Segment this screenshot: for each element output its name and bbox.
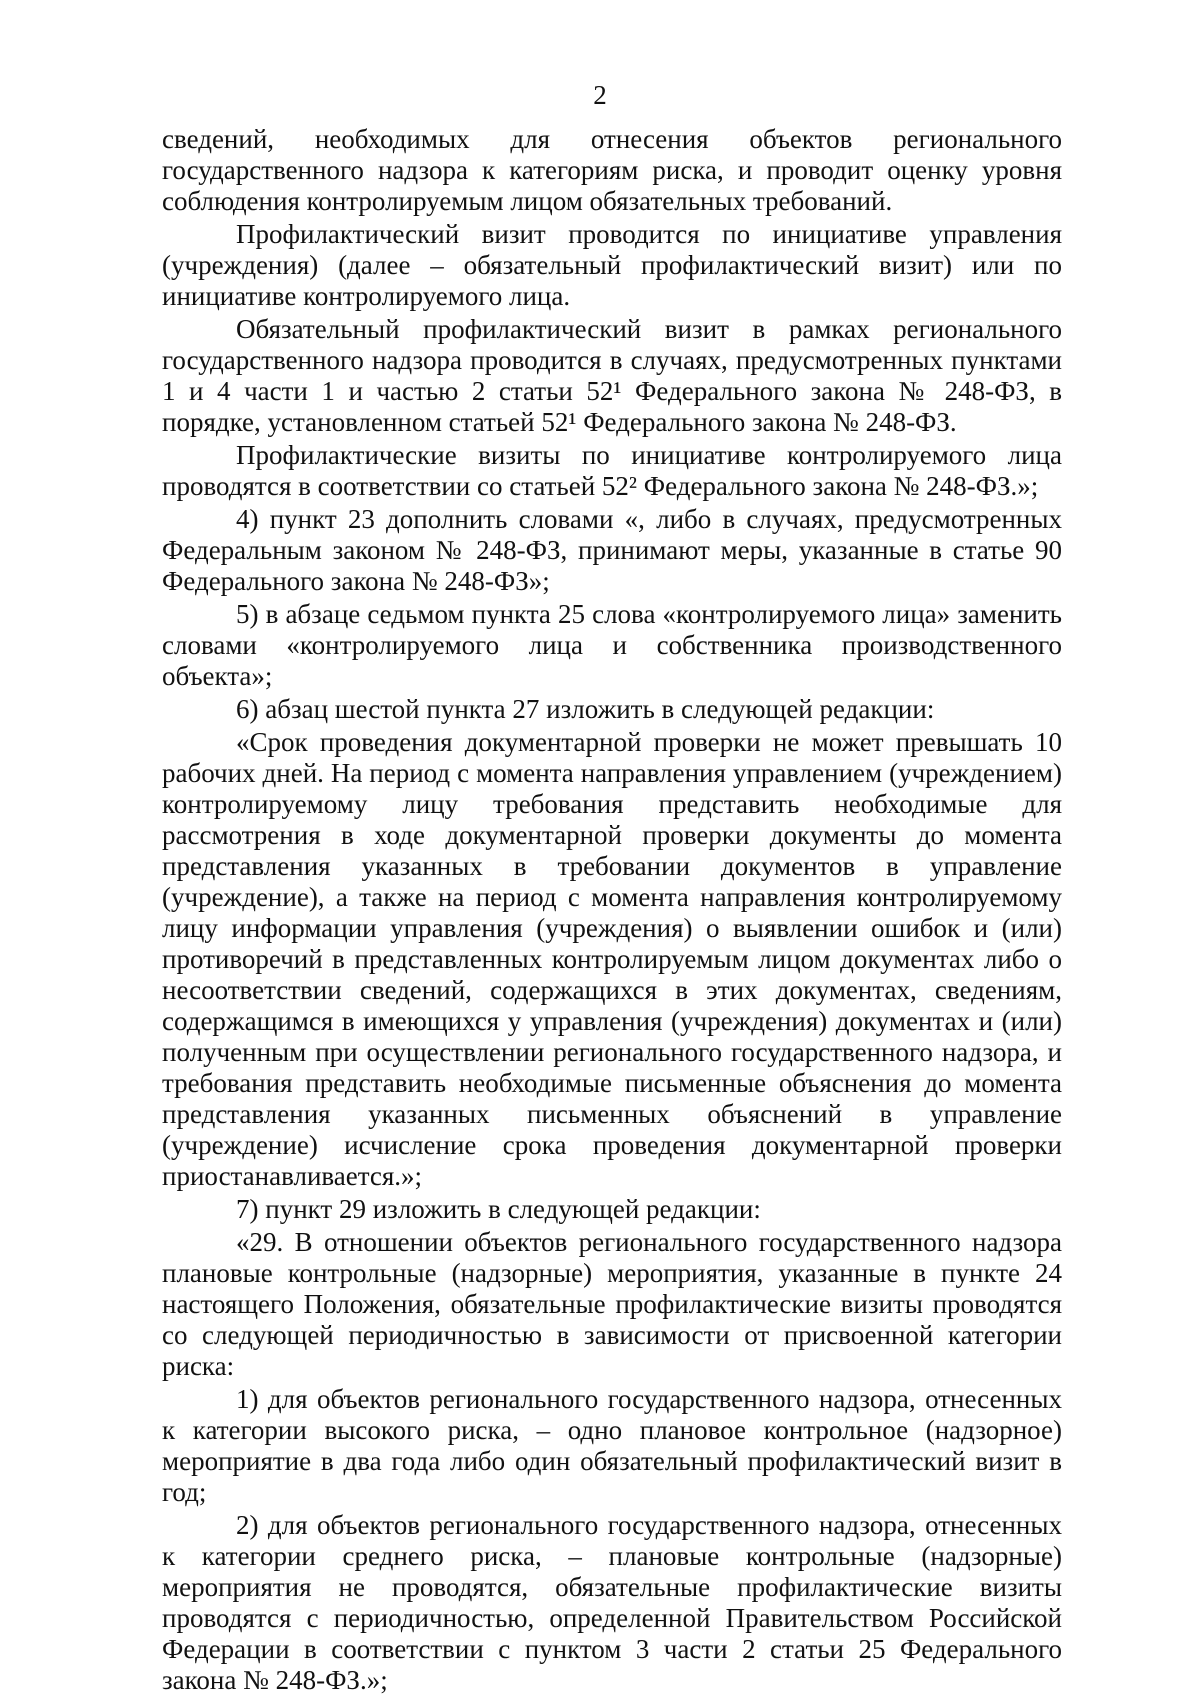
paragraph: «29. В отношении объектов регионального государственного надзора плановые контрольные (надзорные) мероприятия, указанные в пункте 24 настоящего Положения, обязательные профилактические визиты проводятся со следующей периодичностью в зависимости от присвоенной категории риска:: [162, 1227, 1062, 1381]
page-number: 2: [593, 80, 607, 110]
paragraph: 2) для объектов регионального государственного надзора, отнесенных к категории среднего риска, – плановые контрольные (надзорные) мероприятия не проводятся, обязательные профилактические визиты проводятся с периодичностью, определенной Правительством Российской Федерации в соответствии с пунктом 3 части 2 статьи 25 Федерального закона № 248-ФЗ.»;: [162, 1510, 1062, 1695]
paragraph: 7) пункт 29 изложить в следующей редакции:: [236, 1194, 761, 1224]
paragraph: Профилактические визиты по инициативе контролируемого лица проводятся в соответствии со статьей 52² Федерального закона № 248-ФЗ.»;: [162, 440, 1062, 501]
paragraph: Обязательный профилактический визит в рамках регионального государственного надзора проводится в случаях, предусмотренных пунктами 1 и 4 части 1 и частью 2 статьи 52¹ Федерального закона № 248-ФЗ, в порядке, установленном статьей 52¹ Федерального закона № 248-ФЗ.: [162, 314, 1062, 437]
paragraph: сведений, необходимых для отнесения объектов регионального государственного надзора к категориям риска, и проводит оценку уровня соблюдения контролируемым лицом обязательных требований.: [162, 124, 1062, 216]
paragraph: «Срок проведения документарной проверки не может превышать 10 рабочих дней. На период с момента направления управлением (учреждением) контролируемому лицу требования представить необходимые для рассмотрения в ходе документарной проверки документы до момента представления указанных в требовании документов в управление (учреждение), а также на период с момента направления контролируемому лицу информации управления (учреждения) о выявлении ошибок и (или) противоречий в представленных контролируемым лицом документах либо о несоответствии сведений, содержащихся в этих документах, сведениям, содержащимся в имеющихся у управления (учреждения) документах и (или) полученным при осуществлении регионального государственного надзора, и требования представить необходимые письменные объяснения до момента представления указанных письменных объяснений в управление (учреждение) исчисление срока проведения документарной проверки приостанавливается.»;: [162, 727, 1062, 1191]
paragraph: Профилактический визит проводится по инициативе управления (учреждения) (далее – обязательный профилактический визит) или по инициативе контролируемого лица.: [162, 219, 1062, 311]
paragraph: 6) абзац шестой пункта 27 изложить в следующей редакции:: [236, 694, 935, 724]
paragraph: 5) в абзаце седьмом пункта 25 слова «контролируемого лица» заменить словами «контролируемого лица и собственника производственного объекта»;: [162, 599, 1062, 691]
document-body: [162, 124, 1062, 1696]
paragraph: 4) пункт 23 дополнить словами «, либо в случаях, предусмотренных Федеральным законом № 248-ФЗ, принимают меры, указанные в статье 90 Федерального закона № 248-ФЗ»;: [162, 504, 1062, 596]
paragraph: 1) для объектов регионального государственного надзора, отнесенных к категории высокого риска, – одно плановое контрольное (надзорное) мероприятие в два года либо один обязательный профилактический визит в год;: [162, 1384, 1062, 1507]
